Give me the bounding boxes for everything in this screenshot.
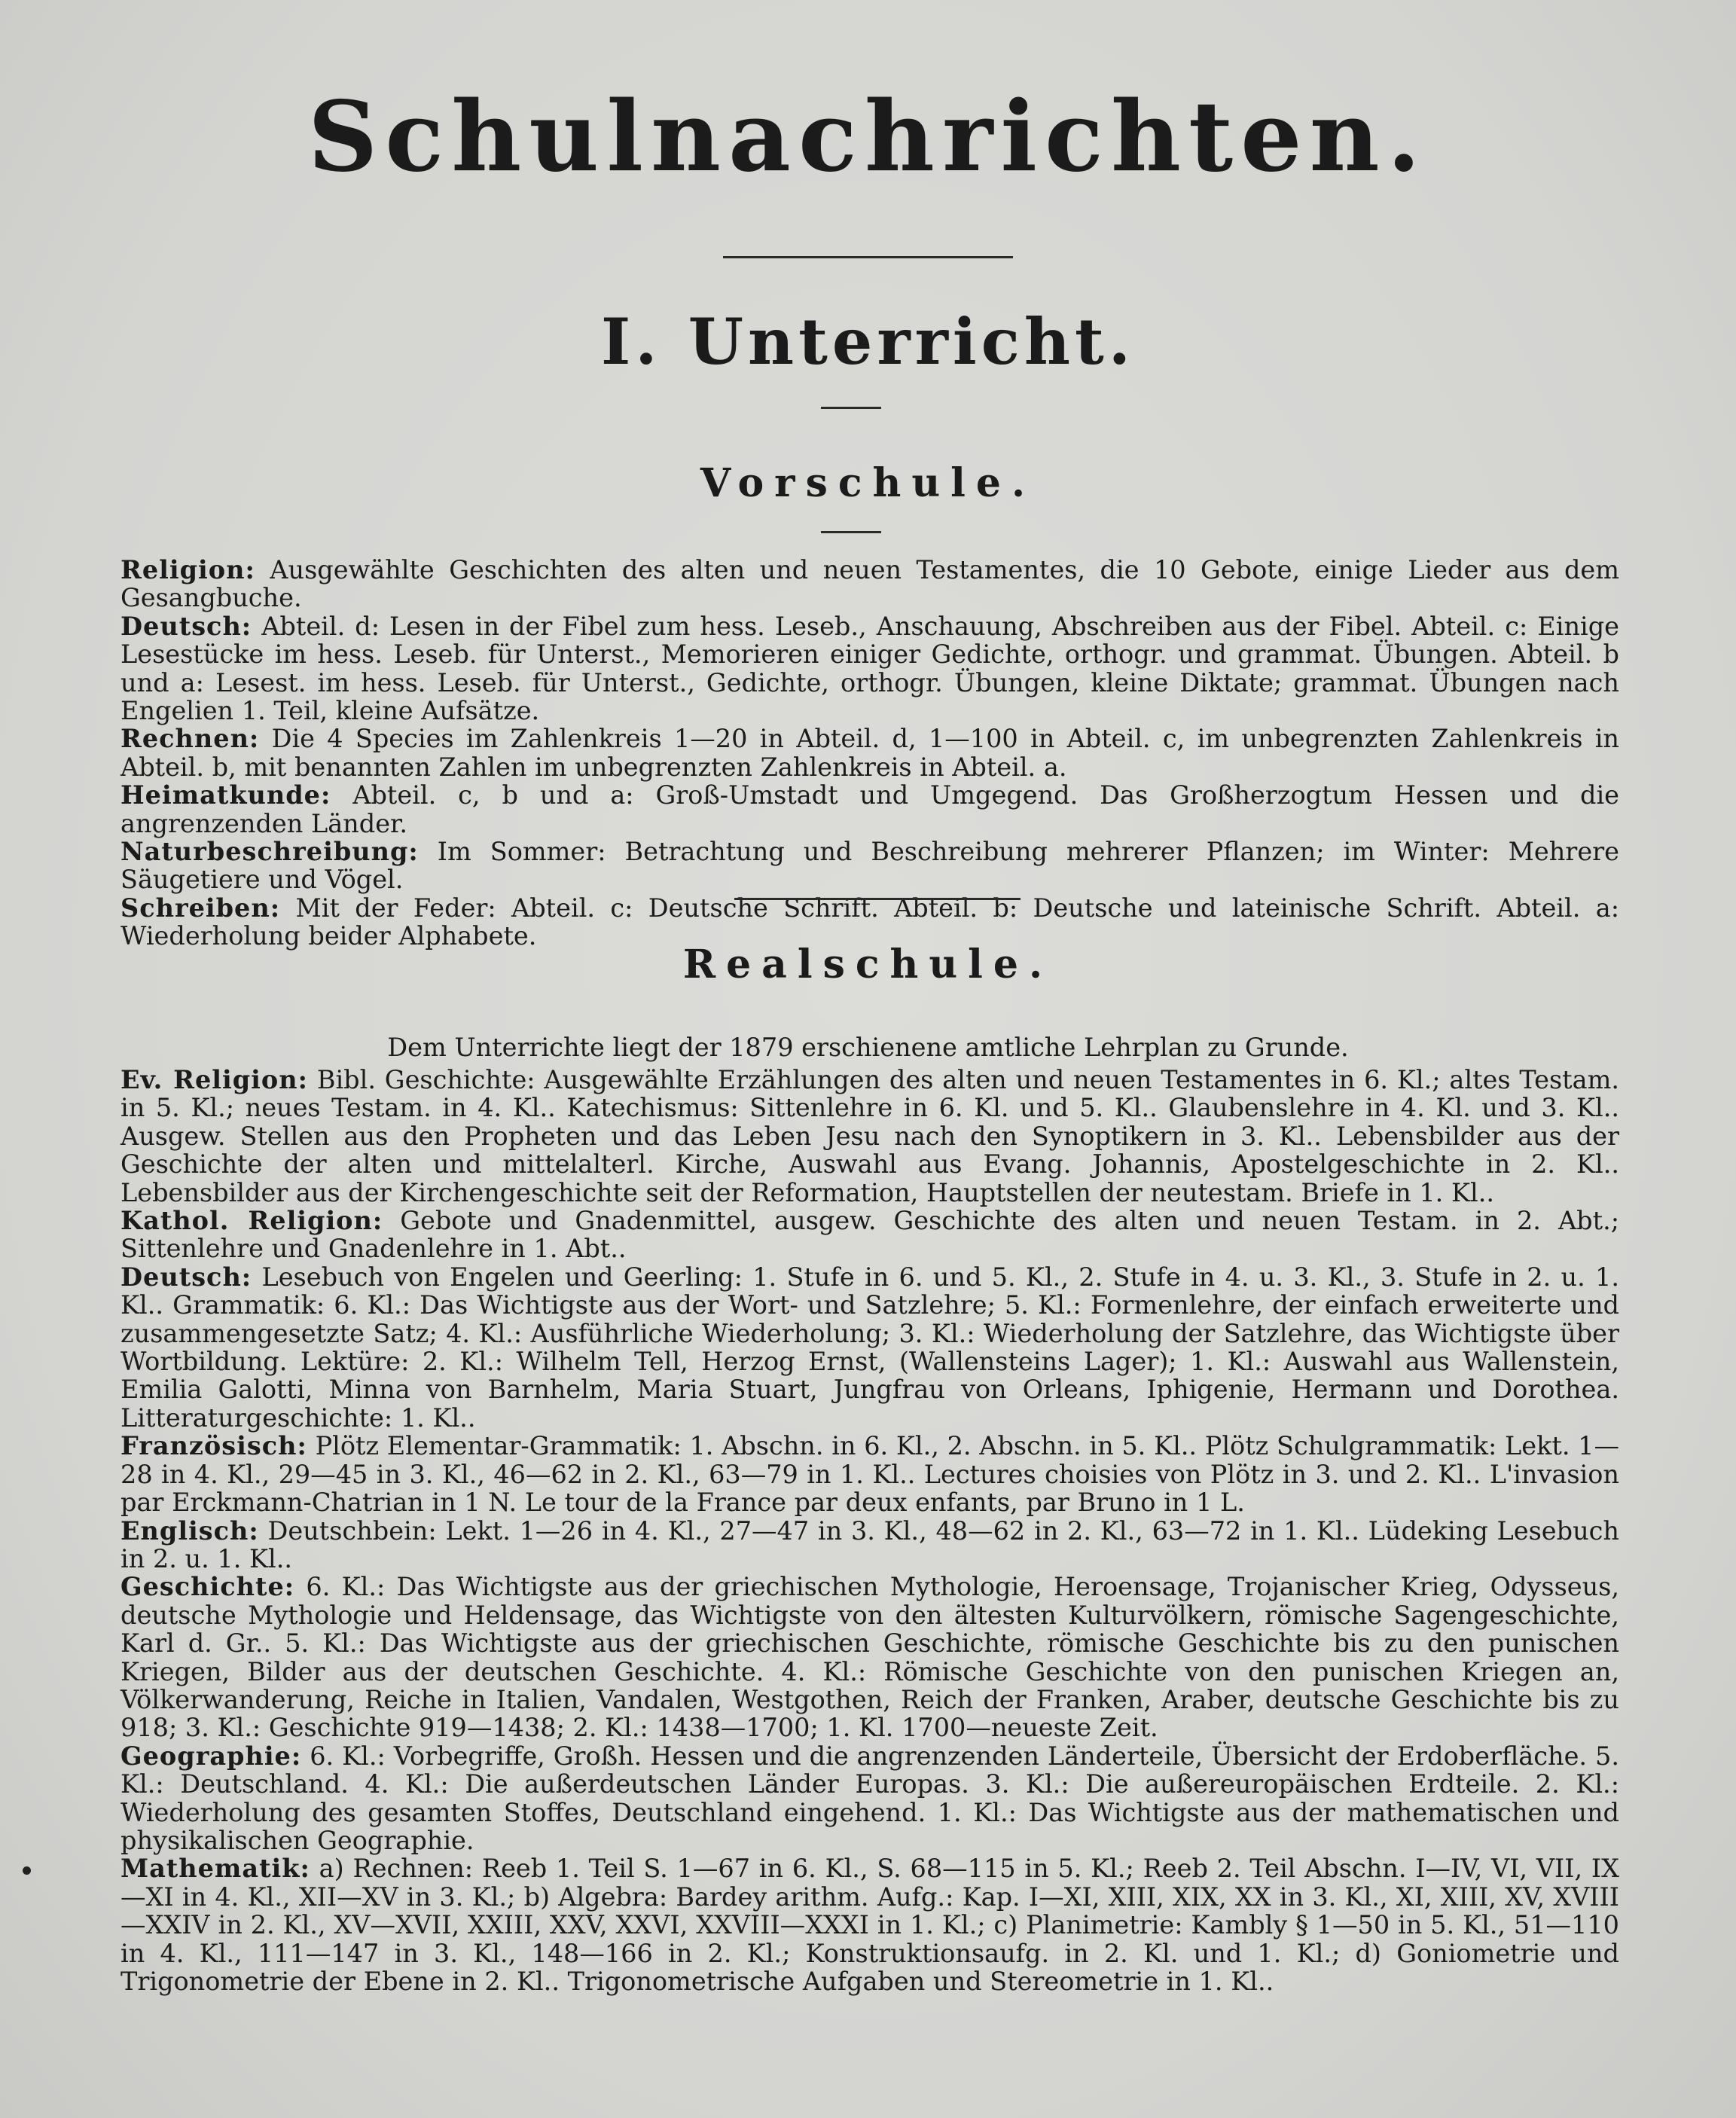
- entry-term: Geographie:: [121, 1741, 302, 1771]
- entry-text: 6. Kl.: Vorbegriffe, Großh. Hessen und die angrenzenden Länderteile, Übersicht der Erdoberfläche. 5. Kl.: Deutschland. 4. Kl.: Die außerdeutschen Länder Europas. 3. Kl.: Die außereuropäischen Erdteile. 2. Kl.: Wiederholung des gesamten Stoffes, Deutschland eingehend. 1. Kl.: Das Wichtigste aus der mathematischen und physikalischen Geographie.: [121, 1741, 1620, 1855]
- realschule-entry: [121, 1263, 1619, 1432]
- entry-term: Religion:: [121, 555, 255, 584]
- entry-text: Abteil. d: Lesen in der Fibel zum hess. Leseb., Anschauung, Abschreiben aus der Fibel. Abteil. c: Einige Lesestücke im hess. Leseb. für Unterst., Memorieren einiger Gedichte, orthogr. und grammat. Übungen. Abteil. b und a: Lesest. im hess. Leseb. für Unterst., Gedichte, orthogr. Übungen, kleine Diktate; grammat. Übungen nach Engelien 1. Teil, kleine Aufsätze.: [121, 611, 1620, 726]
- entry-text: Abteil. c, b und a: Groß-Umstadt und Umgegend. Das Großherzogtum Hessen und die angrenzenden Länder.: [121, 780, 1619, 838]
- realschule-entry: [121, 1207, 1619, 1263]
- entry-text: Mit der Feder: Abteil. c: Deutsche Schrift. Abteil. b: Deutsche und lateinische Schrift. Abteil. a: Wiederholung beider Alphabete.: [121, 893, 1619, 951]
- realschule-entries: [121, 1066, 1619, 1995]
- realschule-intro: Dem Unterrichte liegt der 1879 erschienene amtliche Lehrplan zu Grunde.: [387, 1033, 1349, 1062]
- vorschule-heading: Vorschule.: [700, 460, 1036, 506]
- realschule-entry: [121, 1517, 1619, 1573]
- entry-term: Ev. Religion:: [121, 1065, 308, 1094]
- entry-term: Rechnen:: [121, 724, 260, 754]
- vorschule-entries: [121, 556, 1619, 951]
- realschule-entry: [121, 1854, 1619, 1995]
- entry-text: Die 4 Species im Zahlenkreis 1—20 in Abteil. d, 1—100 in Abteil. c, im unbegrenzten Zahlenkreis in Abteil. b, mit benannten Zahlen im unbegrenzten Zahlenkreis in Abteil. a.: [121, 724, 1619, 782]
- realschule-entry: [121, 1573, 1619, 1741]
- entry-term: Heimatkunde:: [121, 780, 331, 810]
- ink-dot: [23, 1866, 31, 1875]
- vorschule-divider: [821, 531, 881, 533]
- entry-text: Bibl. Geschichte: Ausgewählte Erzählungen des alten und neuen Testamentes in 6. Kl.; altes Testam. in 5. Kl.; neues Testam. in 4. Kl.. Katechismus: Sittenlehre in 6. Kl. und 5. Kl.. Glaubenslehre in 4. Kl. und 3. Kl.. Ausgew. Stellen aus den Propheten und das Leben Jesu nach den Synoptikern in 3. Kl.. Lebensbilder aus der Geschichte der alten und mittelalterl. Kirche, Auswahl aus Evang. Johannis, Apostelgeschichte in 2. Kl.. Lebensbilder aus der Kirchengeschichte seit der Reformation, Hauptstellen der neutestam. Briefe in 1. Kl..: [121, 1065, 1620, 1207]
- vorschule-entry: [121, 556, 1619, 612]
- realschule-heading: Realschule.: [682, 942, 1054, 987]
- entry-text: Im Sommer: Betrachtung und Beschreibung mehrerer Pflanzen; im Winter: Mehrere Säugetiere und Vögel.: [121, 837, 1619, 895]
- realschule-entry: [121, 1742, 1619, 1855]
- vorschule-entry: [121, 781, 1619, 838]
- realschule-entry: [121, 1066, 1619, 1207]
- entry-text: Plötz Elementar-Grammatik: 1. Abschn. in 6. Kl., 2. Abschn. in 5. Kl.. Plötz Schulgrammatik: Lekt. 1—28 in 4. Kl., 29—45 in 3. Kl., 46—62 in 2. Kl., 63—79 in 1. Kl.. Lectures choisies von Plötz in 3. und 2. Kl.. L'invasion par Erckmann-Chatrian in 1 N. Le tour de la France par deux enfants, par Bruno in 1 L.: [121, 1431, 1619, 1518]
- entry-term: Naturbeschreibung:: [121, 837, 419, 867]
- vorschule-entry: [121, 612, 1619, 725]
- page-title: Schulnachrichten.: [307, 81, 1429, 194]
- entry-text: Ausgewählte Geschichten des alten und neuen Testamentes, die 10 Gebote, einige Lieder aus dem Gesangbuche.: [121, 555, 1619, 613]
- entry-term: Deutsch:: [121, 611, 252, 641]
- realschule-entry: [121, 1432, 1619, 1516]
- vorschule-entry: [121, 725, 1619, 781]
- entry-text: 6. Kl.: Das Wichtigste aus der griechischen Mythologie, Heroensage, Trojanischer Krieg, Odysseus, deutsche Mythologie und Heldensage, das Wichtigste von den ältesten Kulturvölkern, römische Sagengeschichte, Karl d. Gr.. 5. Kl.: Das Wichtigste aus der griechischen Geschichte, römische Geschichte bis zu den punischen Kriegen, Bilder aus der deutschen Geschichte. 4. Kl.: Römische Geschichte von den punischen Kriegen an, Völkerwanderung, Reiche in Italien, Vandalen, Westgothen, Reich der Franken, Araber, deutsche Geschichte bis zu 918; 3. Kl.: Geschichte 919—1438; 2. Kl.: 1438—1700; 1. Kl. 1700—neueste Zeit.: [121, 1572, 1620, 1743]
- entry-term: Deutsch:: [121, 1262, 252, 1292]
- vorschule-entry: [121, 838, 1619, 894]
- section-divider: [821, 407, 881, 409]
- entry-term: Mathematik:: [121, 1854, 310, 1884]
- entry-text: a) Rechnen: Reeb 1. Teil S. 1—67 in 6. Kl., S. 68—115 in 5. Kl.; Reeb 2. Teil Abschn. I—IV, VI, VII, IX—XI in 4. Kl., XII—XV in 3. Kl.; b) Algebra: Bardey arithm. Aufg.: Kap. I—XI, XIII, XIX, XX in 3. Kl., XI, XIII, XV, XVIII—XXIV in 2. Kl., XV—XVII, XXIII, XXV, XXVI, XXVIII—XXXI in 1. Kl.; c) Planimetrie: Kambly § 1—50 in 5. Kl., 51—110 in 4. Kl., 111—147 in 3. Kl., 148—166 in 2. Kl.; Konstruktionsaufg. in 2. Kl. und 1. Kl.; d) Goniometrie und Trigonometrie der Ebene in 2. Kl.. Trigonometrische Aufgaben und Stereometrie in 1. Kl..: [121, 1854, 1619, 1996]
- entry-text: Gebote und Gnadenmittel, ausgew. Geschichte des alten und neuen Testam. in 2. Abt.; Sittenlehre und Gnadenlehre in 1. Abt..: [121, 1206, 1620, 1264]
- entry-term: Kathol. Religion:: [121, 1206, 383, 1236]
- vorschule-end-divider: [734, 898, 1021, 900]
- title-divider: [723, 256, 1013, 258]
- entry-term: Geschichte:: [121, 1572, 295, 1602]
- entry-text: Lesebuch von Engelen und Geerling: 1. Stufe in 6. und 5. Kl., 2. Stufe in 4. u. 3. Kl., 3. Stufe in 2. u. 1. Kl.. Grammatik: 6. Kl.: Das Wichtigste aus der Wort- und Satzlehre; 5. Kl.: Formenlehre, der einfach erweiterte und zusammengesetzte Satz; 4. Kl.: Ausführliche Wiederholung; 3. Kl.: Wiederholung der Satzlehre, das Wichtigste über Wortbildung. Lektüre: 2. Kl.: Wilhelm Tell, Herzog Ernst, (Wallensteins Lager); 1. Kl.: Auswahl aus Wallenstein, Emilia Galotti, Minna von Barnhelm, Maria Stuart, Jungfrau von Orleans, Iphigenie, Hermann und Dorothea. Litteraturgeschichte: 1. Kl..: [121, 1262, 1619, 1433]
- entry-term: Schreiben:: [121, 893, 281, 923]
- entry-term: Französisch:: [121, 1431, 307, 1461]
- entry-text: Deutschbein: Lekt. 1—26 in 4. Kl., 27—47 in 3. Kl., 48—62 in 2. Kl., 63—72 in 1. Kl.. Lüdeking Lesebuch in 2. u. 1. Kl..: [121, 1515, 1619, 1573]
- entry-term: Englisch:: [121, 1515, 259, 1546]
- section-heading: I. Unterricht.: [600, 304, 1136, 379]
